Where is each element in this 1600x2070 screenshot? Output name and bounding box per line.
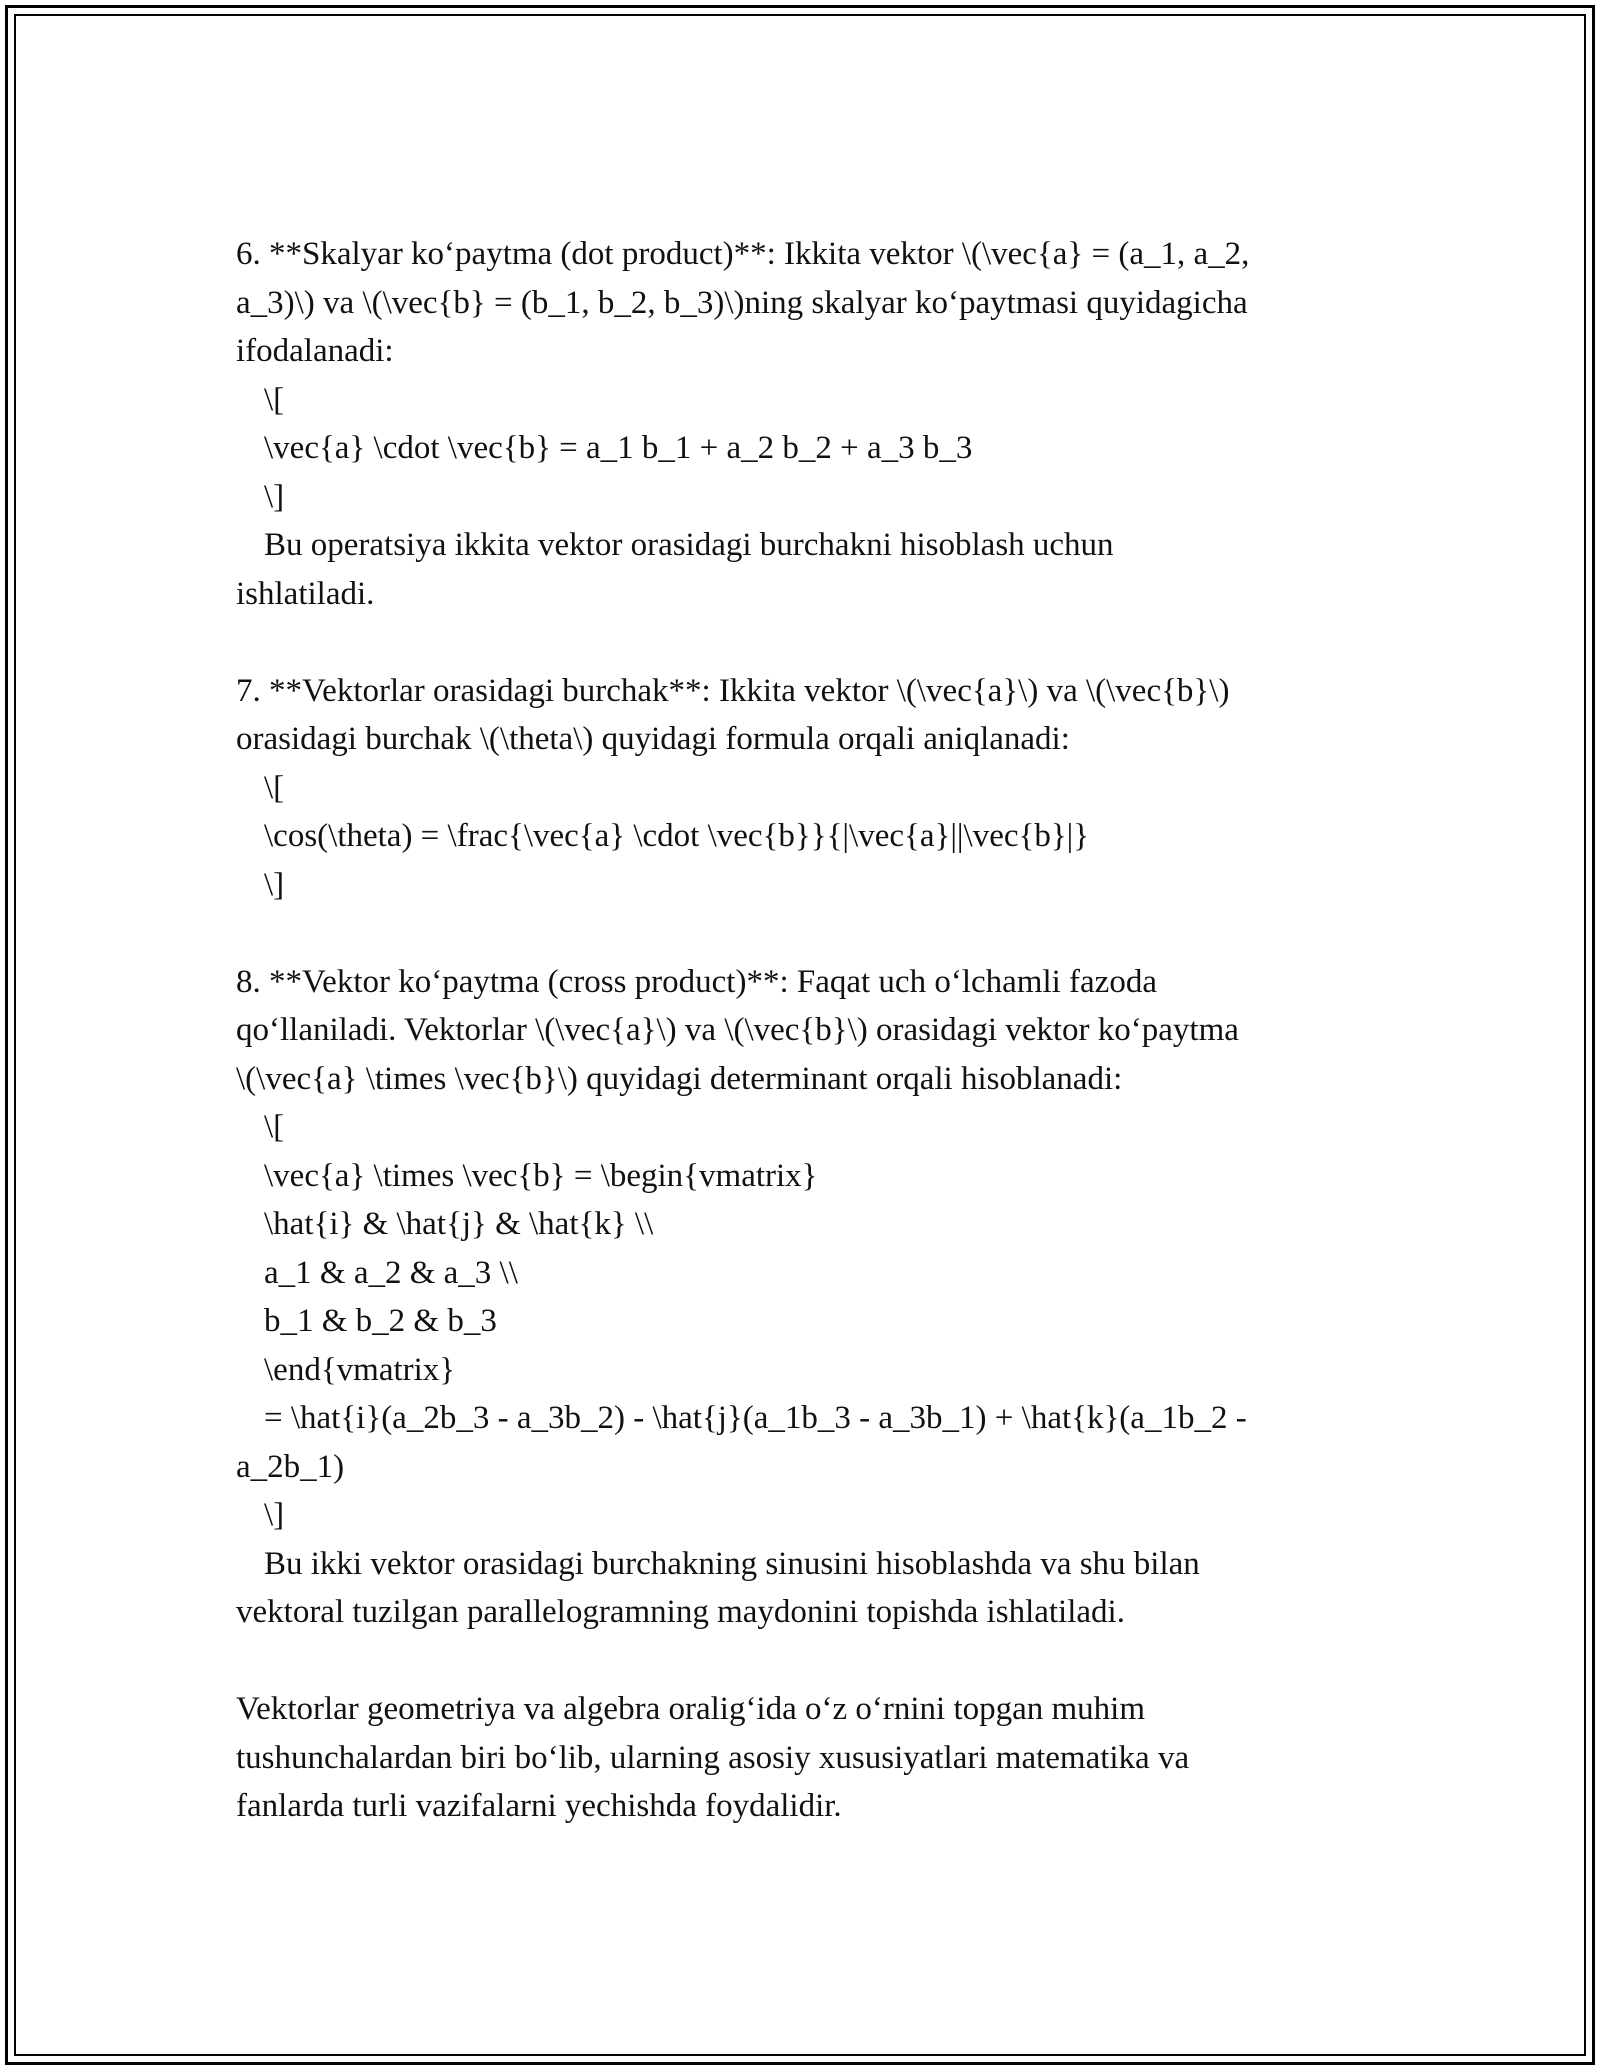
text-line: ishlatiladi.: [236, 575, 375, 612]
text-line: = \hat{i}(a_2b_3 - a_3b_2) - \hat{j}(a_1b_3 - a_3b_1) + \hat{k}(a_1b_2 -: [264, 1400, 1247, 1436]
text-line: a_2b_1): [236, 1448, 345, 1485]
text-line: qo‘llaniladi. Vektorlar \(\vec{a}\) va \(\vec{b}\) orasidagi vektor ko‘paytma: [236, 1012, 1239, 1048]
text-line: \[: [264, 769, 285, 806]
text-line: \vec{a} \times \vec{b} = \begin{vmatrix}: [264, 1157, 818, 1194]
text-line: Bu ikki vektor orasidagi burchakning sinusini hisoblashda va shu bilan: [264, 1545, 1200, 1582]
text-line: \end{vmatrix}: [264, 1351, 456, 1388]
text-line: 7. **Vektorlar orasidagi burchak**: Ikkita vektor \(\vec{a}\) va \(\vec{b}\): [236, 672, 1230, 709]
text-line: a_3)\) va \(\vec{b} = (b_1, b_2, b_3)\)ning skalyar ko‘paytmasi quyidagicha: [236, 284, 1248, 321]
text-line: b_1 & b_2 & b_3: [264, 1303, 497, 1339]
section-conclusion: [236, 1685, 1386, 1831]
text-line: tushunchalardan biri bo‘lib, ularning asosiy xususiyatlari matematika va: [236, 1739, 1190, 1776]
text-line: vektoral tuzilgan parallelogramning maydonini topishda ishlatiladi.: [236, 1594, 1125, 1630]
text-line: \(\vec{a} \times \vec{b}\) quyidagi determinant orqali hisoblanadi:: [236, 1060, 1123, 1097]
section-angle-between-vectors: [236, 667, 1386, 910]
paragraph-gap: [236, 618, 1386, 667]
text-line: 8. **Vektor ko‘paytma (cross product)**: Faqat uch o‘lchamli fazoda: [236, 963, 1157, 1000]
text-line: \]: [264, 478, 285, 515]
text-line: Vektorlar geometriya va algebra oralig‘ida o‘z o‘rnini topgan muhim: [236, 1691, 1146, 1727]
text-line: 6. **Skalyar ko‘paytma (dot product)**: Ikkita vektor \(\vec{a} = (a_1, a_2,: [236, 236, 1250, 272]
text-line: \[: [264, 381, 285, 418]
document-body: [236, 230, 1386, 1831]
text-line: \]: [264, 1497, 285, 1533]
text-line: Bu operatsiya ikkita vektor orasidagi burchakni hisoblash uchun: [264, 527, 1114, 563]
text-line: \vec{a} \cdot \vec{b} = a_1 b_1 + a_2 b_2 + a_3 b_3: [264, 430, 973, 466]
paragraph-gap: [236, 909, 1386, 958]
section-cross-product: [236, 958, 1386, 1637]
text-line: \cos(\theta) = \frac{\vec{a} \cdot \vec{b}}{|\vec{a}||\vec{b}|}: [264, 818, 1090, 854]
text-line: \]: [264, 866, 285, 903]
text-line: \hat{i} & \hat{j} & \hat{k} \\: [264, 1206, 654, 1242]
text-line: \[: [264, 1109, 285, 1145]
text-line: ifodalanadi:: [236, 333, 394, 369]
text-line: fanlarda turli vazifalarni yechishda foydalidir.: [236, 1788, 842, 1824]
text-line: orasidagi burchak \(\theta\) quyidagi formula orqali aniqlanadi:: [236, 721, 1070, 757]
text-line: a_1 & a_2 & a_3 \\: [264, 1254, 518, 1291]
paragraph-gap: [236, 1637, 1386, 1686]
section-dot-product: [236, 230, 1386, 618]
